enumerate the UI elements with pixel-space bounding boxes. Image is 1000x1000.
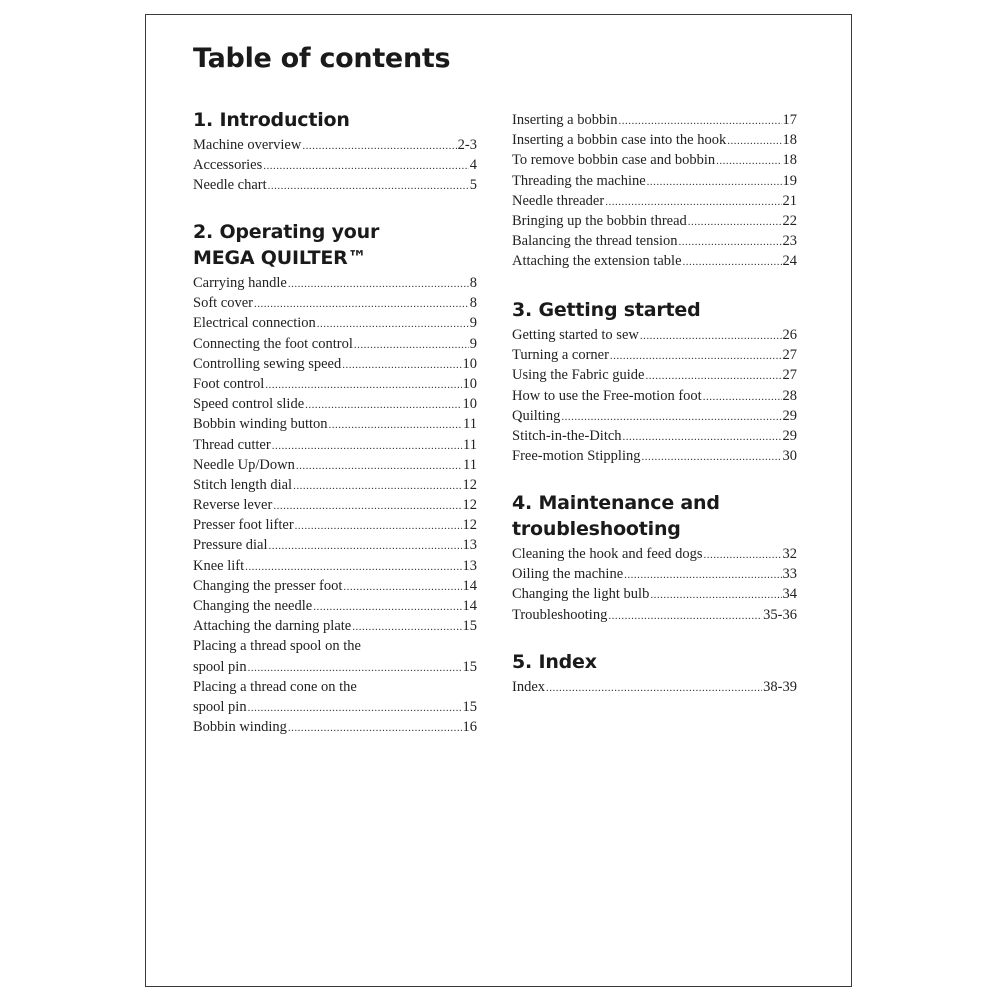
entry-page: 8	[469, 275, 477, 291]
toc-entry[interactable]	[193, 315, 477, 335]
leader-dots	[352, 621, 461, 633]
entry-page: 10	[462, 396, 477, 413]
entry-label: Getting started to sew	[512, 327, 639, 343]
entry-page: 16	[462, 719, 477, 736]
section-heading-line: 4. Maintenance and	[512, 492, 720, 514]
entry-label: Index	[512, 679, 546, 695]
entry-page: 33	[782, 566, 797, 583]
entry-page: 19	[782, 172, 797, 189]
entry-label: Changing the needle	[193, 598, 313, 614]
toc-entry[interactable]	[193, 437, 477, 457]
leader-dots	[302, 140, 456, 152]
entry-page: 15	[462, 658, 477, 675]
entry-label: spool pin	[193, 698, 247, 715]
leader-dots	[546, 682, 762, 694]
entry-label: Threading the machine	[512, 172, 646, 189]
entry-label: Speed control slide	[193, 396, 305, 413]
entry-page: 9	[469, 315, 477, 332]
leader-dots	[245, 561, 461, 573]
entry-label: Turning a corner	[512, 347, 609, 364]
entry-page: 10	[462, 375, 477, 392]
entry-page: 15	[462, 618, 477, 635]
entry-label: How to use the Free-motion foot	[512, 387, 702, 404]
entry-page: 28	[782, 387, 797, 404]
section-heading	[193, 219, 477, 271]
entry-label: Soft cover	[193, 295, 253, 312]
entry-label: Balancing the thread tension	[512, 233, 678, 250]
toc-entry[interactable]	[193, 295, 477, 315]
entry-label: Bobbin winding	[193, 719, 287, 736]
entry-page: 13	[462, 537, 477, 554]
section-introduction	[193, 107, 477, 198]
section-heading-line: MEGA QUILTER™	[193, 247, 367, 269]
toc-entry[interactable]	[512, 408, 797, 428]
toc-entry[interactable]	[193, 336, 477, 356]
entry-page: 2-3	[457, 137, 477, 153]
toc-entry[interactable]	[512, 428, 797, 448]
section-heading	[512, 490, 797, 542]
leader-dots	[727, 135, 781, 147]
entry-label: Stitch-in-the-Ditch	[512, 427, 622, 444]
leader-dots	[248, 662, 462, 674]
entry-page: 29	[782, 427, 797, 444]
toc-entry-line1[interactable]	[193, 679, 477, 699]
entry-label: Bringing up the bobbin thread	[512, 212, 687, 229]
leader-dots	[313, 601, 461, 613]
leader-dots	[608, 610, 762, 622]
entry-page: 26	[782, 327, 797, 343]
toc-entry[interactable]	[512, 367, 797, 387]
entry-label: Carrying handle	[193, 275, 287, 291]
toc-entry[interactable]	[512, 586, 797, 606]
entry-label: Thread cutter	[193, 436, 271, 453]
toc-entry[interactable]	[193, 137, 477, 157]
entry-page: 27	[782, 347, 797, 364]
leader-dots	[679, 236, 782, 248]
leader-dots	[288, 722, 462, 734]
entry-label: Accessories	[193, 157, 263, 174]
entry-label: Pressure dial	[193, 537, 268, 554]
leader-dots	[650, 589, 781, 601]
section-heading: 3. Getting started	[512, 299, 701, 321]
toc-entry[interactable]	[193, 598, 477, 618]
leader-dots	[343, 581, 461, 593]
leader-dots	[703, 391, 782, 403]
leader-dots	[329, 419, 462, 431]
entry-label: Needle Up/Down	[193, 456, 295, 473]
toc-entry[interactable]	[512, 448, 797, 468]
toc-entry[interactable]	[193, 416, 477, 436]
toc-entry[interactable]	[193, 275, 477, 295]
section-heading-line: troubleshooting	[512, 518, 681, 540]
entry-label: Changing the light bulb	[512, 586, 650, 603]
entry-page: 21	[782, 192, 797, 209]
entry-page: 12	[462, 476, 477, 493]
entry-page: 4	[469, 157, 477, 174]
entry-label: Free-motion Stippling	[512, 448, 641, 465]
section-entries	[512, 679, 797, 699]
entry-page: 9	[469, 335, 477, 352]
toc-entry[interactable]	[193, 618, 477, 638]
toc-entry[interactable]	[193, 457, 477, 477]
leader-dots	[624, 569, 781, 581]
leader-dots	[561, 411, 781, 423]
toc-entry[interactable]	[512, 607, 797, 627]
section-entries	[193, 275, 477, 739]
entry-label: Troubleshooting	[512, 606, 608, 623]
leader-dots	[265, 379, 461, 391]
entry-page: 11	[463, 436, 477, 453]
entry-label: Cleaning the hook and feed dogs	[512, 546, 703, 562]
leader-dots	[647, 176, 782, 188]
toc-entry[interactable]	[193, 396, 477, 416]
toc-entry[interactable]	[193, 659, 477, 679]
entry-label: Presser foot lifter	[193, 517, 294, 534]
leader-dots	[296, 460, 462, 472]
toc-entry-line1[interactable]	[193, 638, 477, 658]
leader-dots	[619, 115, 782, 127]
toc-entry[interactable]	[193, 517, 477, 537]
toc-entry[interactable]	[193, 699, 477, 719]
section-operating-continued	[512, 112, 797, 274]
leader-dots	[354, 339, 469, 351]
leader-dots	[305, 399, 461, 411]
leader-dots	[683, 256, 782, 268]
toc-entry[interactable]	[193, 578, 477, 598]
toc-entry[interactable]	[193, 558, 477, 578]
entry-page: 27	[782, 367, 797, 384]
leader-dots	[272, 440, 462, 452]
leader-dots	[640, 330, 782, 342]
leader-dots	[610, 350, 782, 362]
leader-dots	[317, 318, 469, 330]
entry-label: Using the Fabric guide	[512, 367, 645, 384]
leader-dots	[263, 160, 468, 172]
section-entries	[512, 546, 797, 627]
section-operating	[193, 219, 477, 739]
toc-entry[interactable]	[193, 719, 477, 739]
entry-page: 10	[462, 355, 477, 372]
entry-page: 12	[462, 497, 477, 514]
page-title: Table of contents	[193, 43, 451, 74]
entry-page: 17	[782, 112, 797, 128]
leader-dots	[646, 370, 782, 382]
leader-dots	[269, 540, 462, 552]
section-entries	[193, 137, 477, 198]
entry-page: 14	[462, 577, 477, 594]
section-heading: 1. Introduction	[193, 109, 350, 131]
toc-entry[interactable]	[512, 152, 797, 172]
entry-label: Foot control	[193, 375, 265, 392]
entry-label: Knee lift	[193, 557, 245, 574]
entry-page: 32	[782, 546, 797, 562]
section-maintenance	[512, 490, 797, 627]
entry-page: 8	[469, 295, 477, 312]
entry-label: Quilting	[512, 407, 561, 424]
toc-entry[interactable]	[193, 157, 477, 177]
entry-label: Stitch length dial	[193, 476, 293, 493]
leader-dots	[623, 431, 782, 443]
leader-dots	[716, 155, 781, 167]
entry-label: Bobbin winding button	[193, 416, 328, 433]
entry-page: 38-39	[763, 679, 797, 695]
toc-entry[interactable]	[512, 566, 797, 586]
entry-page: 30	[782, 448, 797, 465]
toc-entry[interactable]	[512, 132, 797, 152]
toc-entry[interactable]	[512, 213, 797, 233]
toc-entry[interactable]	[193, 177, 477, 197]
entry-page: 14	[462, 598, 477, 614]
leader-dots	[293, 480, 461, 492]
leader-dots	[641, 451, 781, 463]
entry-label: Needle threader	[512, 192, 605, 209]
toc-entry[interactable]	[193, 497, 477, 517]
leader-dots	[342, 359, 461, 371]
entry-page: 11	[463, 456, 477, 473]
toc-entry[interactable]	[512, 679, 797, 699]
toc-entry[interactable]	[193, 376, 477, 396]
entry-page: 12	[462, 517, 477, 534]
leader-dots	[688, 216, 782, 228]
section-getting-started	[512, 297, 797, 468]
entry-label: Inserting a bobbin	[512, 112, 618, 128]
toc-entry[interactable]	[512, 347, 797, 367]
entry-page: 22	[782, 212, 797, 229]
toc-entry[interactable]	[512, 546, 797, 566]
entry-page: 5	[469, 177, 477, 194]
entry-label: Changing the presser foot	[193, 577, 343, 594]
document-page	[145, 14, 852, 987]
entry-page: 18	[782, 132, 797, 149]
entry-page: 13	[462, 557, 477, 574]
leader-dots	[248, 702, 462, 714]
entry-label: Oiling the machine	[512, 566, 624, 583]
entry-page: 35-36	[763, 606, 797, 623]
section-heading-line: 2. Operating your	[193, 221, 380, 243]
entry-page: 23	[782, 233, 797, 250]
toc-entry[interactable]	[512, 173, 797, 193]
entry-label: Placing a thread spool on the	[193, 638, 361, 655]
entry-label: To remove bobbin case and bobbin	[512, 152, 716, 169]
leader-dots	[605, 196, 781, 208]
toc-entry[interactable]	[512, 388, 797, 408]
section-index	[512, 649, 797, 699]
entry-label: Needle chart	[193, 177, 267, 194]
leader-dots	[254, 298, 469, 310]
entry-label: Controlling sewing speed	[193, 355, 342, 372]
entry-label: Electrical connection	[193, 315, 316, 332]
entry-page: 15	[462, 698, 477, 715]
toc-entry[interactable]	[512, 112, 797, 132]
entry-page: 34	[782, 586, 797, 603]
toc-entry[interactable]	[193, 477, 477, 497]
toc-entry[interactable]	[512, 253, 797, 273]
entry-label: Attaching the extension table	[512, 253, 682, 270]
entry-page: 24	[782, 253, 797, 270]
leader-dots	[273, 500, 461, 512]
toc-entry[interactable]	[193, 537, 477, 557]
leader-dots	[703, 549, 781, 561]
entry-label: Placing a thread cone on the	[193, 678, 357, 695]
leader-dots	[295, 520, 462, 532]
section-heading: 5. Index	[512, 651, 597, 673]
section-entries	[512, 327, 797, 468]
toc-entry[interactable]	[512, 233, 797, 253]
entry-label: Connecting the foot control	[193, 335, 353, 352]
entry-label: Attaching the darning plate	[193, 618, 352, 635]
toc-entry[interactable]	[512, 327, 797, 347]
leader-dots	[268, 180, 469, 192]
entry-page: 11	[463, 416, 477, 433]
toc-entry[interactable]	[512, 193, 797, 213]
section-entries	[512, 112, 797, 274]
leader-dots	[288, 278, 469, 290]
entry-label: spool pin	[193, 658, 247, 675]
entry-label: Machine overview	[193, 137, 302, 153]
toc-entry[interactable]	[193, 356, 477, 376]
entry-page: 29	[782, 407, 797, 424]
entry-page: 18	[782, 152, 797, 169]
entry-label: Reverse lever	[193, 497, 273, 514]
entry-label: Inserting a bobbin case into the hook	[512, 132, 727, 149]
